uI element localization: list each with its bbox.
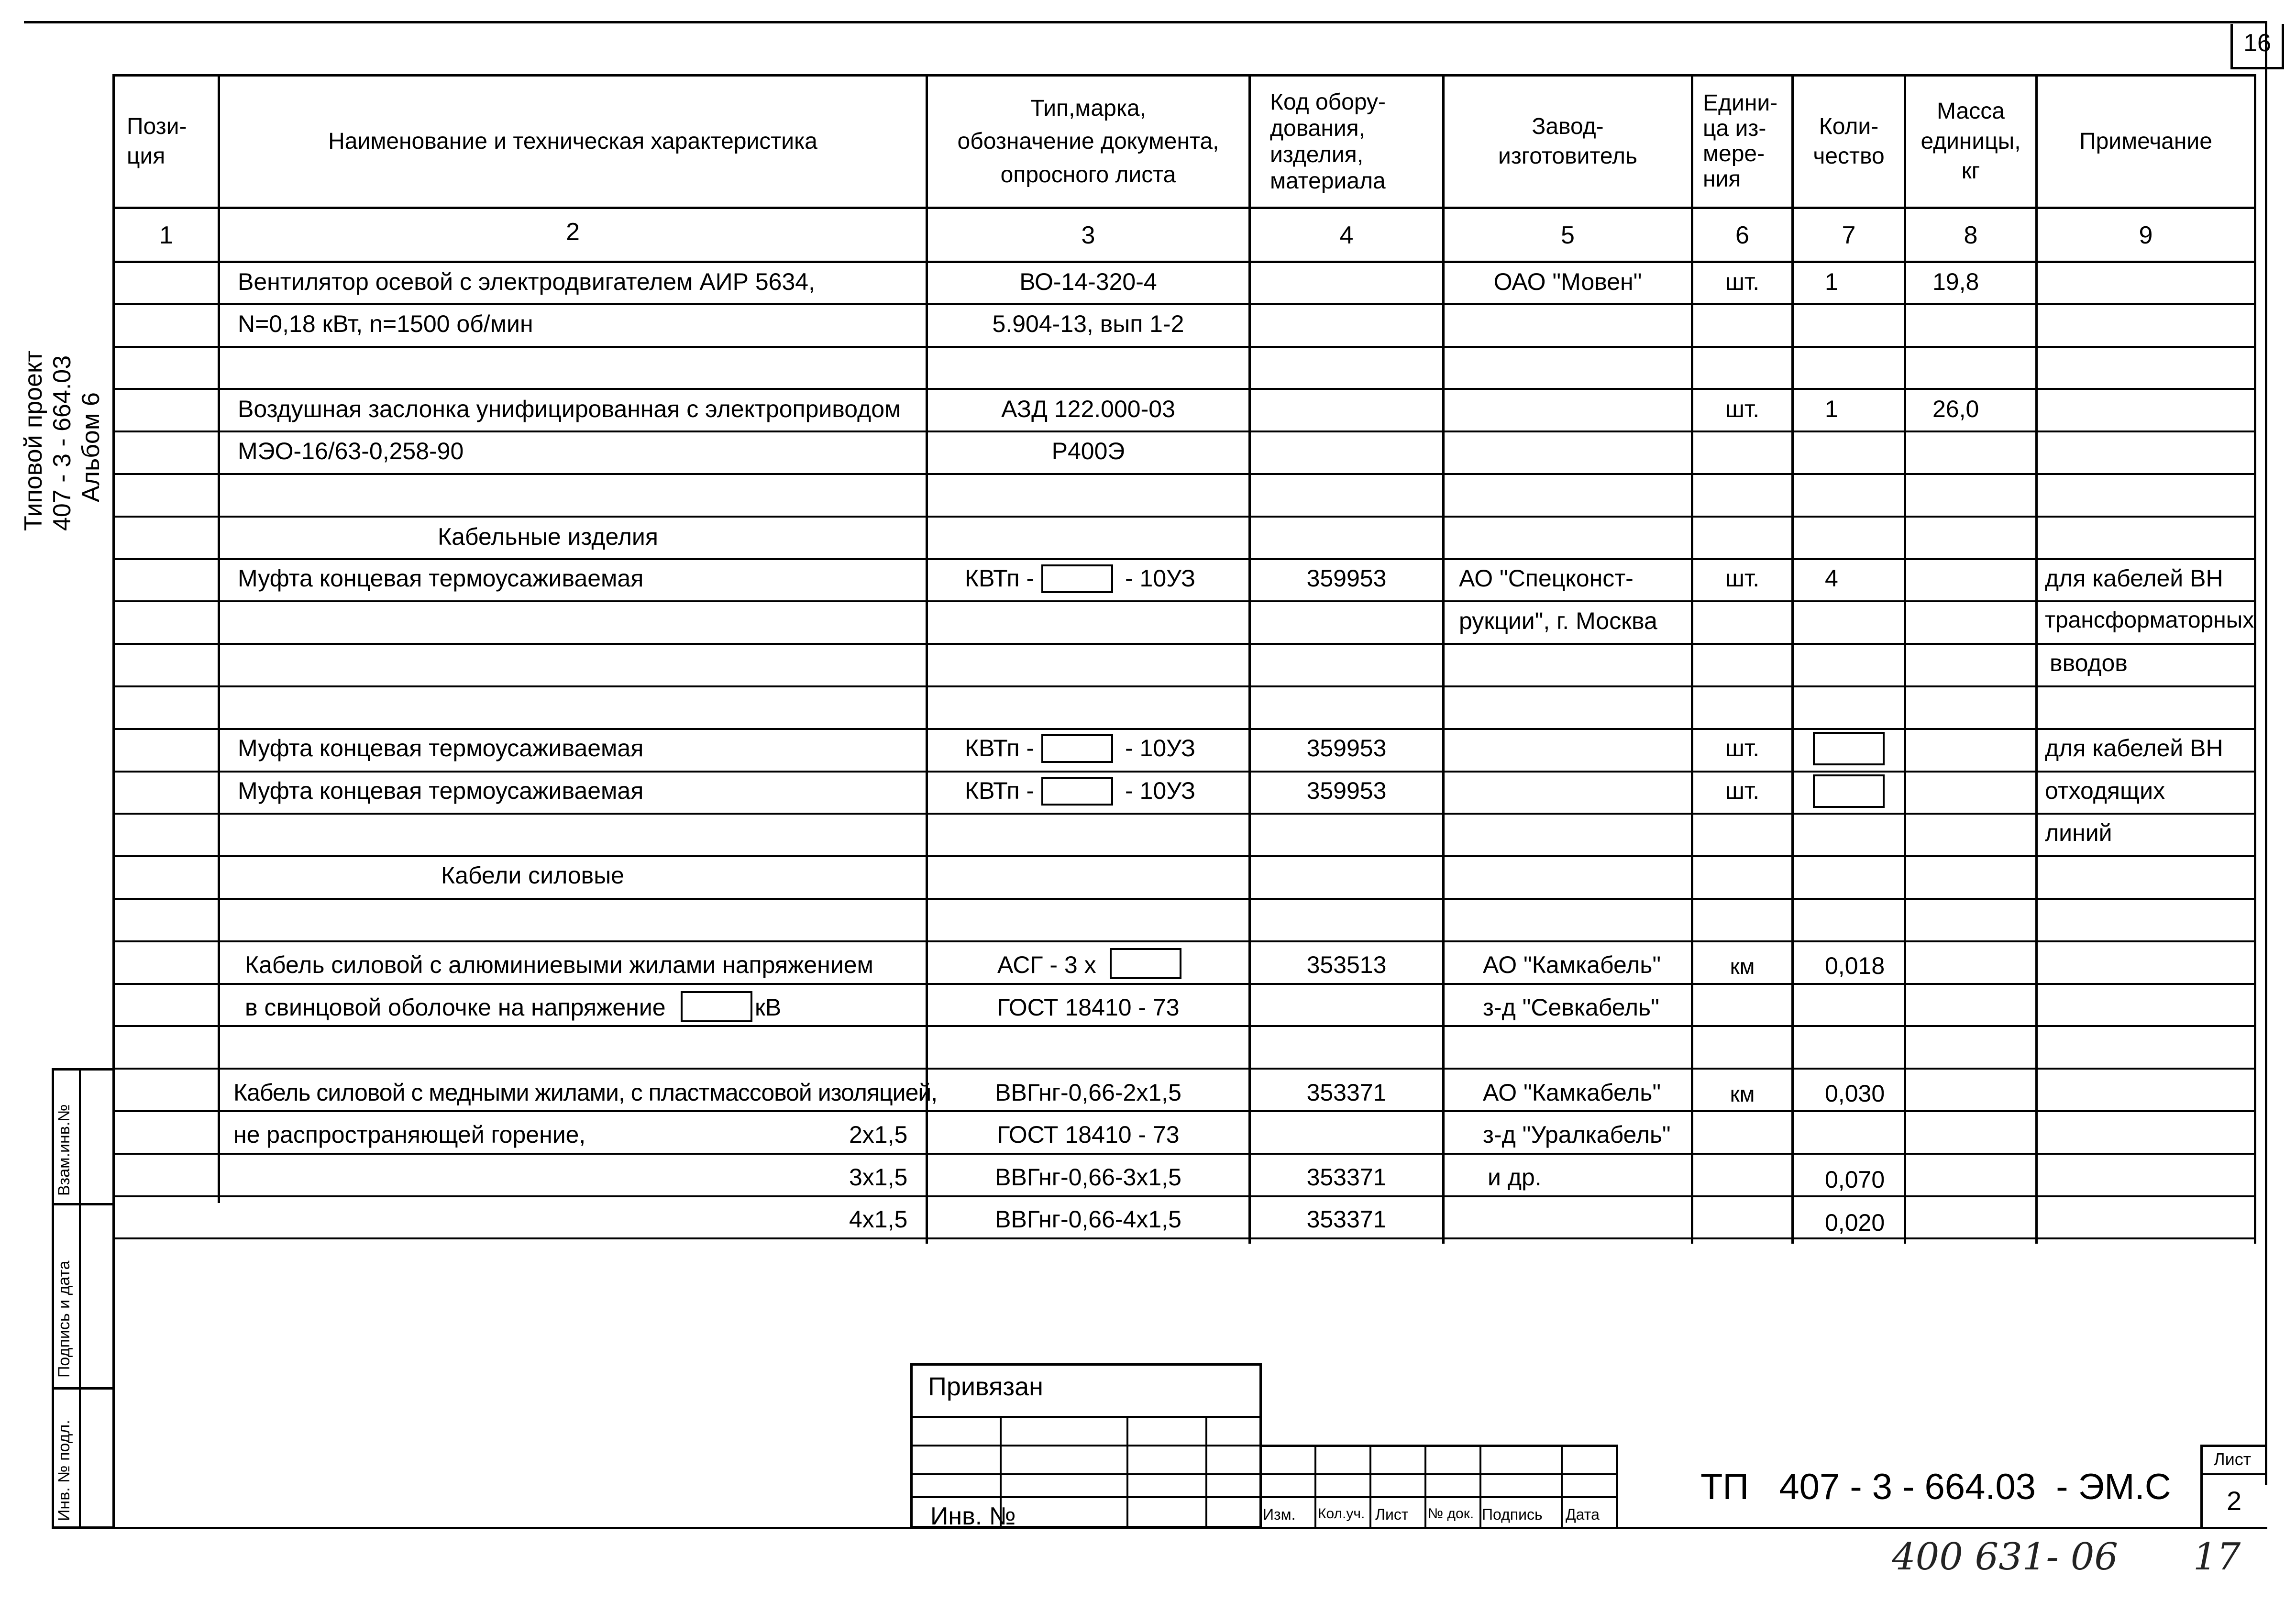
header-code-label: Код обору- дования, изделия, материала <box>1270 89 1386 194</box>
row-line <box>112 303 2256 305</box>
table-row-19-type: ВВГнг-0,66-2х1,5 <box>995 1079 1181 1106</box>
header-code <box>1251 77 1442 207</box>
table-row-20-name: не распространяющей горение, <box>233 1121 586 1148</box>
privyazan-line-3 <box>910 1473 1262 1475</box>
table-row-21-name-right: 3х1,5 <box>849 1164 908 1191</box>
colnum-8: 8 <box>1964 221 1978 249</box>
table-row-12-qty-blank <box>1813 774 1885 808</box>
colnum-9: 9 <box>2139 221 2153 249</box>
table-row-8-note: трансформаторных <box>2045 607 2254 633</box>
table-row-16-type-prefix: АСГ - 3 х <box>997 951 1096 978</box>
row-line <box>112 1025 2256 1027</box>
row-line <box>112 1153 2256 1155</box>
colnum-1: 1 <box>159 221 173 249</box>
table-row-22-type: ВВГнг-0,66-4х1,5 <box>995 1206 1181 1233</box>
document-designation: ТП 407 - 3 - 664.03 - ЭМ.С <box>1700 1467 2171 1507</box>
header-name-label: Наименование и техническая характеристика <box>328 128 817 154</box>
side-title <box>19 351 105 531</box>
row-line <box>112 855 2256 857</box>
header-maker-label: Завод- изготовитель <box>1498 113 1637 169</box>
table-row-12-type-blank <box>1041 777 1113 806</box>
table-row-1-type: 5.904-13, вып 1-2 <box>992 310 1184 337</box>
table-row-11-name: Муфта концевая термоусаживаемая <box>238 735 644 762</box>
header-unit <box>1693 77 1791 207</box>
row-line <box>112 983 2256 985</box>
revision-label-ndok: № док. <box>1428 1506 1474 1522</box>
list-box-line <box>2200 1473 2267 1475</box>
table-row-19-qty: 0,030 <box>1825 1080 1885 1107</box>
colnum-7: 7 <box>1842 221 1856 249</box>
table-row-17-name-suffix: кВ <box>755 994 782 1021</box>
table-row-7-type-suffix: - 10УЗ <box>1125 565 1196 592</box>
top-border-line <box>24 21 2265 23</box>
header-bottom-line <box>112 207 2256 209</box>
row-line <box>112 728 2256 730</box>
table-row-7-note: для кабелей ВН <box>2045 565 2223 592</box>
table-row-12-unit: шт. <box>1725 777 1760 804</box>
handwritten-page: 17 <box>2193 1535 2241 1579</box>
privyazan-line-4 <box>910 1496 1262 1498</box>
colnum-2: 2 <box>566 218 580 246</box>
table-row-3-mass: 26,0 <box>1932 396 1979 422</box>
table-row-7-type-blank <box>1041 564 1113 593</box>
row-line <box>112 1068 2256 1070</box>
table-row-3-qty: 1 <box>1825 396 1838 422</box>
colnum-6: 6 <box>1735 221 1749 249</box>
side-title-line3: Альбом 6 <box>77 392 105 502</box>
table-row-11-note: для кабелей ВН <box>2045 735 2223 762</box>
table-row-14-section-title: Кабели силовые <box>441 862 624 889</box>
row-line <box>112 1110 2256 1112</box>
left-stamp-divider <box>79 1068 81 1529</box>
revision-label-list: Лист <box>1375 1506 1409 1523</box>
table-row-16-type-blank <box>1110 948 1181 979</box>
table-row-0-unit: шт. <box>1725 268 1760 295</box>
row-line <box>112 898 2256 900</box>
table-row-4-name: МЭО-16/63-0,258-90 <box>238 438 464 464</box>
header-qty-label: Коли- чество <box>1813 113 1885 169</box>
colnum-5: 5 <box>1561 221 1575 249</box>
row-line <box>112 643 2256 645</box>
table-row-6-section-title: Кабельные изделия <box>438 523 658 550</box>
table-row-4-type: Р400Э <box>1051 438 1125 464</box>
table-row-12-type-prefix: КВТп - <box>965 777 1035 804</box>
side-stamp-podpis: Подпись и дата <box>55 1260 73 1378</box>
header-name <box>220 77 926 207</box>
row-line <box>112 516 2256 518</box>
table-row-3-type: АЗД 122.000-03 <box>1001 396 1175 422</box>
sheet-number-top: 16 <box>2243 29 2271 57</box>
left-stamp-line-1 <box>52 1203 115 1205</box>
row-line <box>112 685 2256 687</box>
sheet-number-box <box>2230 24 2284 69</box>
row-line <box>112 813 2256 815</box>
side-title-line2: 407 - 3 - 664.03 <box>48 355 76 531</box>
header-type <box>928 77 1248 207</box>
table-row-16-unit: км <box>1730 954 1755 979</box>
privyazan-line-1 <box>910 1416 1262 1418</box>
revision-vline-5 <box>1561 1445 1563 1528</box>
revision-vline-2 <box>1369 1445 1371 1528</box>
table-row-11-unit: шт. <box>1725 735 1760 762</box>
table-row-21-code: 353371 <box>1306 1164 1387 1191</box>
table-row-16-name: Кабель силовой с алюминиевыми жилами напряжением <box>245 951 873 978</box>
header-unit-label: Едини- ца из- мере- ния <box>1703 90 1778 192</box>
table-row-0-qty: 1 <box>1825 268 1838 295</box>
table-row-17-name-prefix: в свинцовой оболочке на напряжение <box>245 994 666 1021</box>
left-stamp-line-2 <box>52 1387 115 1390</box>
header-mass <box>1906 77 2035 207</box>
table-row-1-name: N=0,18 кВт, n=1500 об/мин <box>238 310 533 337</box>
row-line <box>112 431 2256 432</box>
table-row-3-unit: шт. <box>1725 396 1760 422</box>
table-row-8-maker: рукции", г. Москва <box>1459 607 1657 634</box>
header-maker <box>1445 77 1691 207</box>
header-note-label: Примечание <box>2079 128 2212 154</box>
header-type-label: Тип,марка, обозначение документа, опросного листа <box>957 95 1219 188</box>
table-row-16-code: 353513 <box>1306 951 1387 978</box>
table-row-11-code: 359953 <box>1306 735 1387 762</box>
table-row-11-qty-blank <box>1813 732 1885 765</box>
table-row-11-type-suffix: - 10УЗ <box>1125 735 1196 762</box>
revision-vline-6 <box>1616 1445 1618 1528</box>
table-row-12-type-suffix: - 10УЗ <box>1125 777 1196 804</box>
header-note <box>2038 77 2254 207</box>
table-row-16-qty: 0,018 <box>1825 952 1885 979</box>
table-row-13-note: линий <box>2045 819 2112 846</box>
privyazan-line-2 <box>910 1445 1262 1446</box>
table-row-12-name: Муфта концевая термоусаживаемая <box>238 777 644 804</box>
table-row-17-name-blank <box>681 991 752 1022</box>
table-row-12-note: отходящих <box>2045 777 2165 804</box>
revision-label-kolvo: Кол.уч. <box>1318 1506 1365 1522</box>
side-stamp-inv: Инв. № подл. <box>55 1420 73 1521</box>
table-row-20-maker: з-д "Уралкабель" <box>1483 1121 1671 1148</box>
table-row-0-name: Вентилятор осевой с электродвигателем АИР 5634, <box>238 268 815 295</box>
revision-label-data: Дата <box>1566 1506 1600 1523</box>
table-row-17-type: ГОСТ 18410 - 73 <box>997 994 1180 1021</box>
table-row-20-type: ГОСТ 18410 - 73 <box>997 1121 1180 1148</box>
revision-vline-3 <box>1424 1445 1426 1528</box>
inv-no-label: Инв. № <box>930 1502 1016 1530</box>
list-label: Лист <box>2214 1449 2252 1469</box>
table-row-7-qty: 4 <box>1825 565 1838 592</box>
revision-label-izm: Изм. <box>1263 1506 1296 1523</box>
row-line <box>112 1237 2256 1239</box>
table-row-3-name: Воздушная заслонка унифицированная с электроприводом <box>238 396 901 422</box>
row-line <box>112 346 2256 348</box>
table-row-11-type-prefix: КВТп - <box>965 735 1035 762</box>
table-row-22-code: 353371 <box>1306 1206 1387 1233</box>
colnum-bottom-line <box>112 261 2256 263</box>
side-title-line1: Типовой проект <box>20 350 47 531</box>
row-line <box>112 1195 2256 1197</box>
table-row-12-code: 359953 <box>1306 777 1387 804</box>
revision-vline-4 <box>1479 1445 1481 1528</box>
table-row-0-type: ВО-14-320-4 <box>1019 268 1157 295</box>
header-qty <box>1794 77 1904 207</box>
table-row-20-name-right: 2х1,5 <box>849 1121 908 1148</box>
table-row-21-type: ВВГнг-0,66-3х1,5 <box>995 1164 1181 1191</box>
colnum-4: 4 <box>1339 221 1354 249</box>
header-mass-label: Масса единицы, кг <box>1921 99 2021 184</box>
privyazan-label: Привязан <box>928 1372 1043 1401</box>
table-row-19-code: 353371 <box>1306 1079 1387 1106</box>
table-row-19-unit: км <box>1730 1082 1755 1106</box>
frame-left-line <box>112 1241 115 1528</box>
privyazan-vline-2 <box>1126 1416 1128 1528</box>
privyazan-vline-3 <box>1205 1416 1207 1528</box>
table-row-17-maker: з-д "Севкабель" <box>1483 994 1659 1021</box>
table-row-0-maker: ОАО "Мовен" <box>1493 268 1642 295</box>
row-line <box>112 940 2256 942</box>
table-row-22-qty: 0,020 <box>1825 1209 1885 1236</box>
handwritten-code: 400 631- 06 <box>1892 1535 2118 1579</box>
table-row-21-qty: 0,070 <box>1825 1166 1885 1193</box>
table-row-19-name: Кабель силовой с медными жилами, с пластмассовой изоляцией, <box>233 1079 938 1106</box>
table-row-9-note: вводов <box>2050 650 2128 676</box>
table-row-7-type-prefix: КВТп - <box>965 565 1035 592</box>
header-pos <box>115 77 218 207</box>
table-row-21-maker: и др. <box>1488 1164 1542 1191</box>
table-row-16-maker: АО "Камкабель" <box>1483 951 1661 978</box>
side-stamp-vzam: Взам.инв.№ <box>55 1104 73 1196</box>
header-pos-label: Пози- ция <box>127 113 187 169</box>
row-line <box>112 388 2256 390</box>
table-row-7-unit: шт. <box>1725 565 1760 592</box>
table-row-11-type-blank <box>1041 734 1113 763</box>
right-border-line <box>2265 21 2267 1485</box>
table-row-22-name-right: 4х1,5 <box>849 1206 908 1233</box>
table-row-0-mass: 19,8 <box>1932 268 1979 295</box>
table-row-19-maker: АО "Камкабель" <box>1483 1079 1661 1106</box>
revision-label-podpis: Подпись <box>1482 1506 1543 1523</box>
table-row-7-code: 359953 <box>1306 565 1387 592</box>
colnum-3: 3 <box>1081 221 1095 249</box>
row-line <box>112 473 2256 475</box>
row-line <box>112 771 2256 773</box>
row-line <box>112 600 2256 602</box>
table-row-7-maker: АО "Спецконст- <box>1459 565 1634 592</box>
revision-vline-1 <box>1314 1445 1316 1528</box>
row-line <box>112 558 2256 560</box>
table-row-7-name: Муфта концевая термоусаживаемая <box>238 565 644 592</box>
list-number: 2 <box>2227 1486 2242 1516</box>
